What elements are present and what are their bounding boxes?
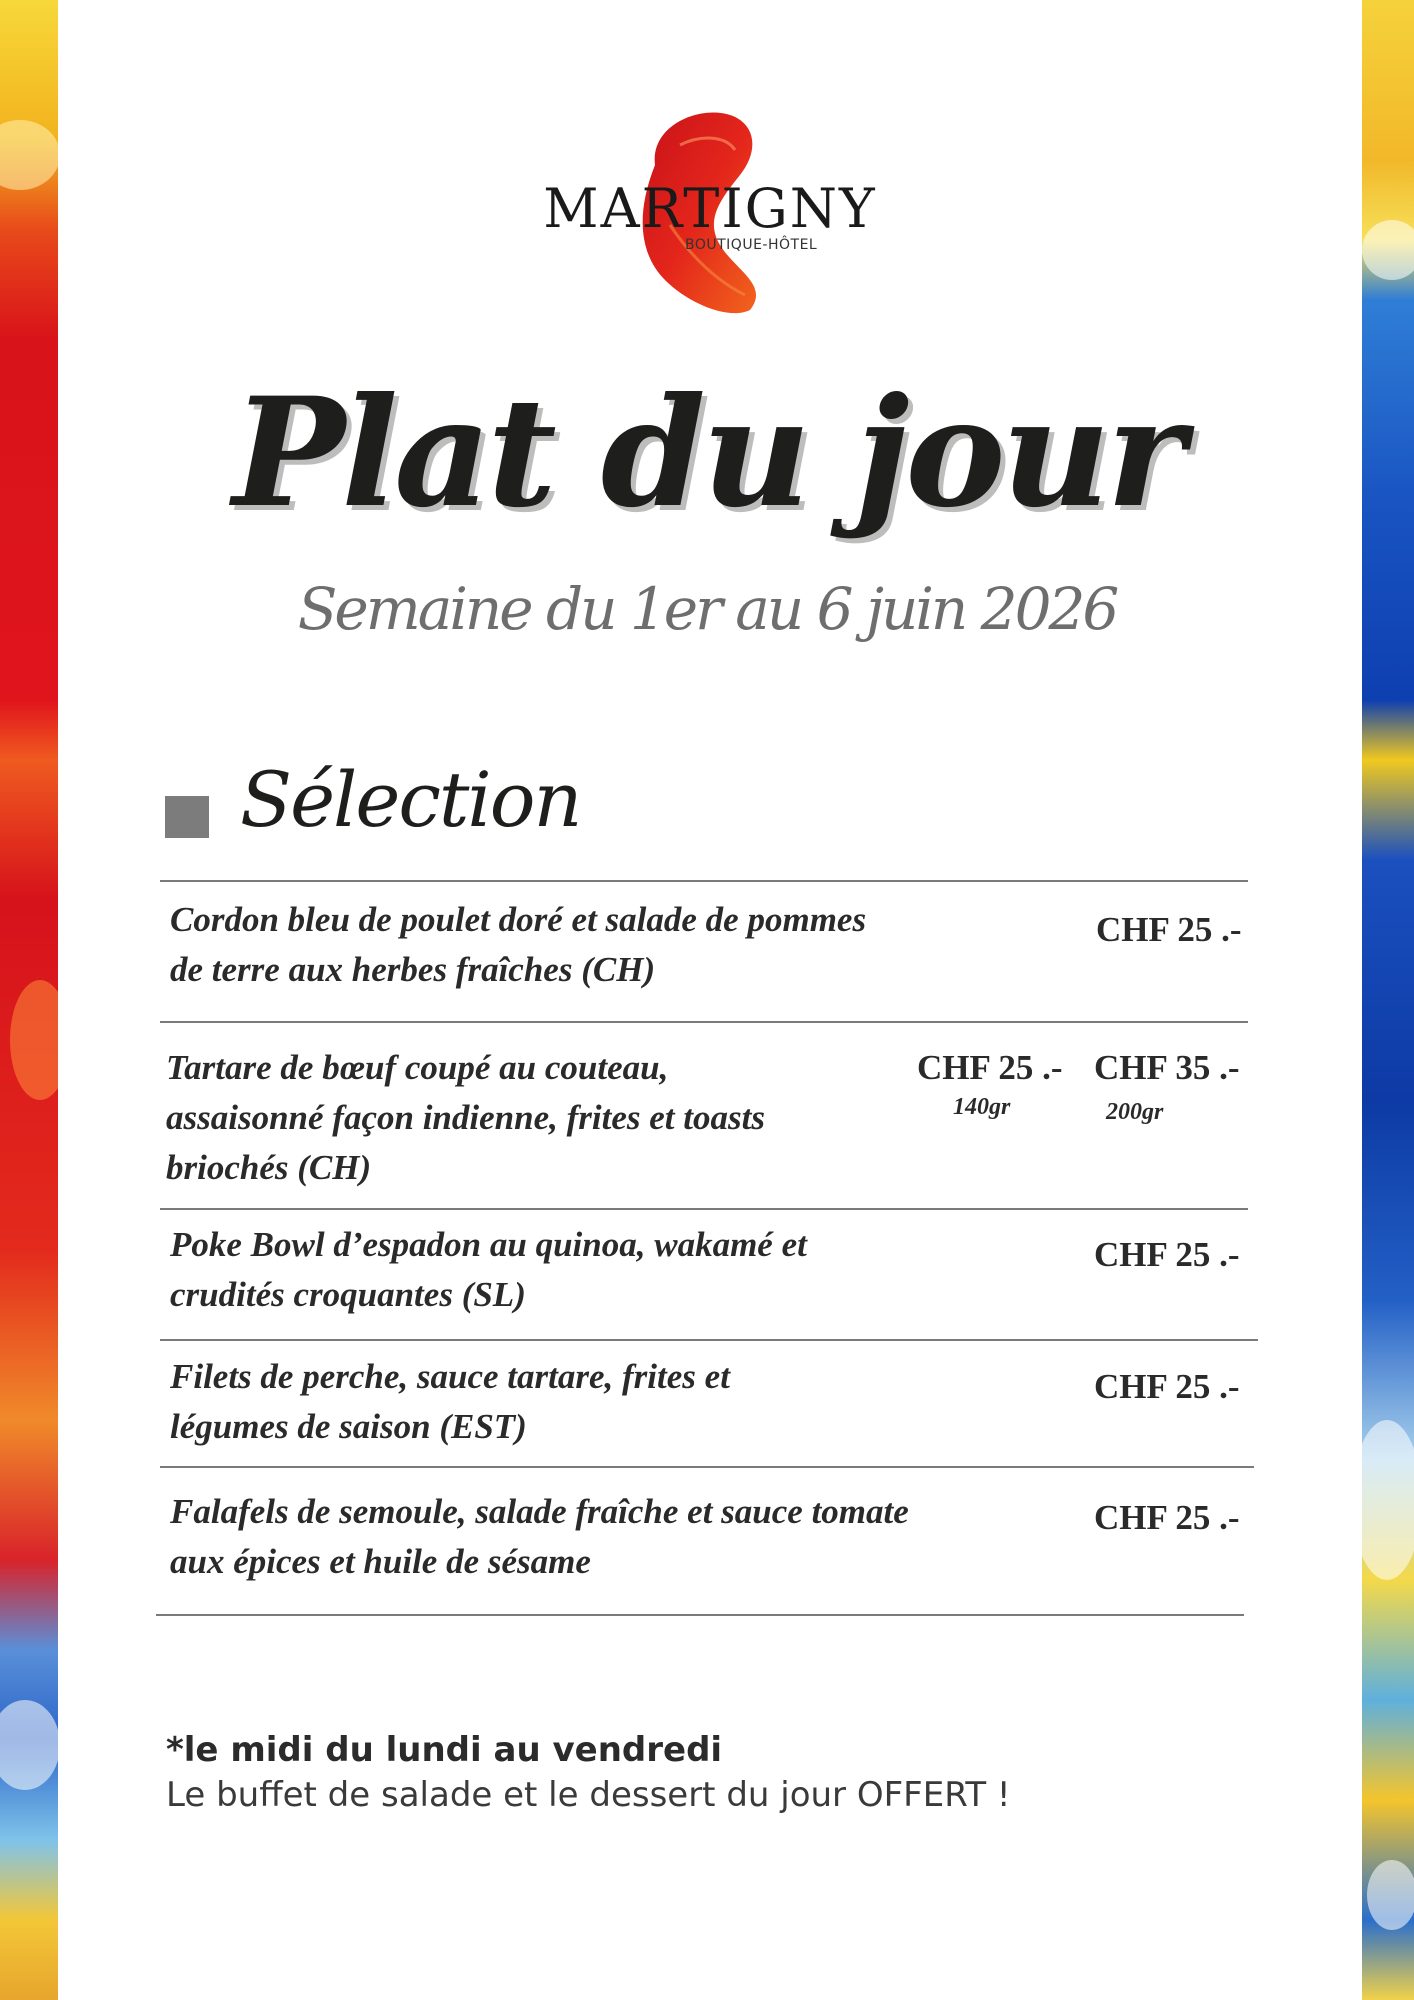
dish-item [170,895,1030,995]
section-square-icon [165,796,209,838]
dish-description-line: aux épices et huile de sésame [170,1542,591,1581]
dish-weight-small: 140gr [953,1094,1011,1120]
dish-description-line: assaisonné façon indienne, frites et toasts [166,1098,765,1137]
offer-note: Le buffet de salade et le dessert du jour OFFERT ! [166,1775,1011,1815]
lunch-note: *le midi du lundi au vendredi [166,1730,723,1770]
left-watercolor-border [0,0,58,2000]
dish-item [170,1487,1030,1587]
dish-description-line: légumes de saison (EST) [170,1407,527,1446]
divider [160,1208,1248,1210]
dish-item [170,1220,1030,1320]
right-watercolor-border [1362,0,1414,2000]
section-title: Sélection [240,755,581,844]
dish-price: CHF 25 .- [1096,910,1242,949]
dish-description-line: Filets de perche, sauce tartare, frites et [170,1357,730,1396]
divider [156,1614,1244,1616]
dish-price: CHF 25 .- [1094,1235,1240,1274]
divider [160,1466,1254,1468]
hotel-logo [540,105,880,325]
divider [160,880,1248,882]
dish-price-large: CHF 35 .- [1094,1048,1240,1087]
logo-tagline: BOUTIQUE-HÔTEL [685,237,818,253]
dish-price: CHF 25 .- [1094,1498,1240,1537]
dish-description-line: crudités croquantes (SL) [170,1275,526,1314]
page-title: Plat du jour [232,365,1182,541]
divider [160,1339,1258,1341]
dish-description-line: Cordon bleu de poulet doré et salade de pommes [170,900,867,939]
dish-item [170,1352,1030,1452]
dish-description-line: Poke Bowl d’espadon au quinoa, wakamé et [170,1225,807,1264]
dish-description-line: Falafels de semoule, salade fraîche et sauce tomate [170,1492,909,1531]
dish-price: CHF 25 .- [1094,1367,1240,1406]
week-subtitle: Semaine du 1er au 6 juin 2026 [297,575,1117,643]
dish-price-small: CHF 25 .- [917,1048,1063,1087]
dish-description-line: de terre aux herbes fraîches (CH) [170,950,656,989]
dish-item [166,1043,1026,1193]
logo-wordmark: MARTIGNY [543,177,877,240]
dish-description-line: briochés (CH) [166,1148,372,1187]
dish-description-line: Tartare de bœuf coupé au couteau, [166,1048,669,1087]
divider [160,1021,1248,1023]
dish-weight-large: 200gr [1106,1099,1164,1125]
